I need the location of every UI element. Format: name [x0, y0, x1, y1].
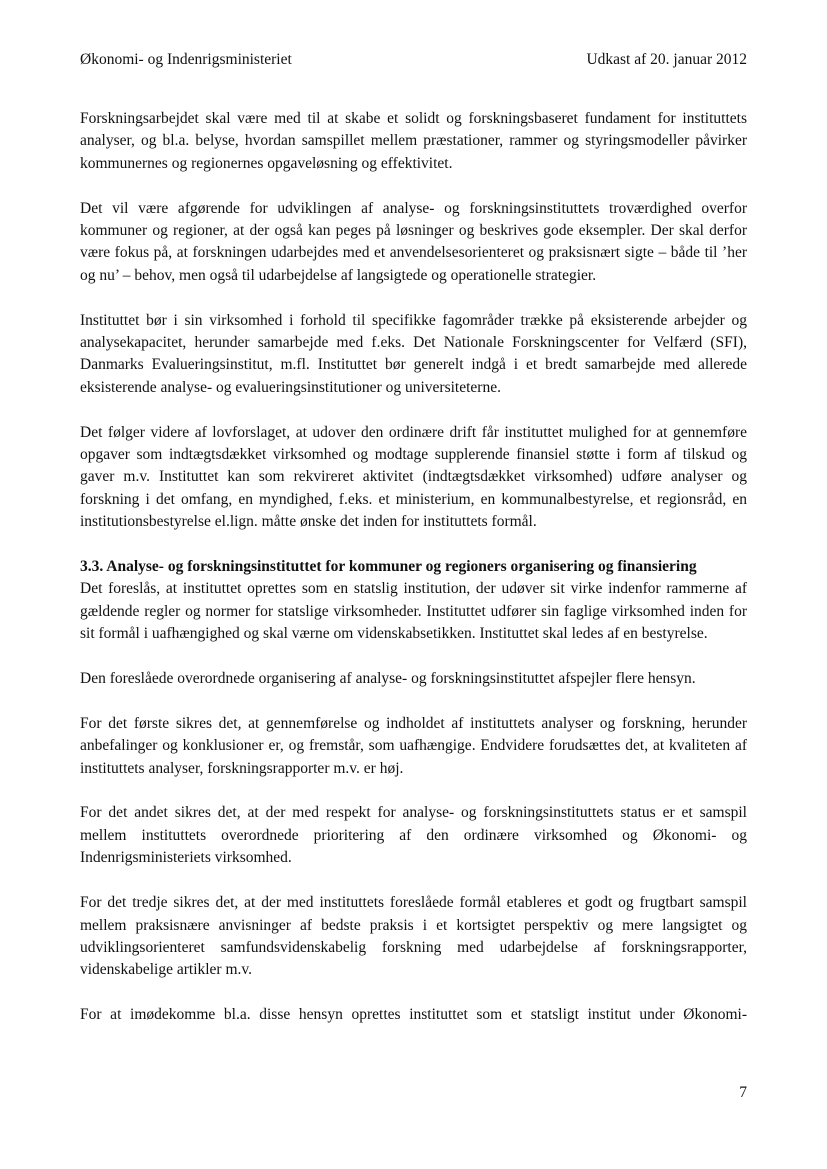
header-draft-date: Udkast af 20. januar 2012	[586, 51, 747, 68]
section-heading: 3.3. Analyse- og forskningsinstituttet for kommuner og regioners organisering og finansiering	[80, 558, 697, 576]
paragraph-state-institution: Det foreslås, at instituttet oprettes som en statslig institution, der udøver sit virke indenfor rammerne af gældende regler og normer for statslige virksomheder. Instituttet udfører sin faglige virksomhed inden for sit formål i uafhængighed og skal værne om videnskabsetikken. Instituttet skal ledes af en bestyrelse.	[80, 580, 747, 643]
paragraph-second-consideration: For det andet sikres det, at der med respekt for analyse- og forskningsinstituttets status er et samspil mellem instituttets overordnede prioritering af den ordinære virksomhed og Økonomi- og Indenrigsministeriets virksomhed.	[80, 804, 747, 867]
paragraph-funding: Det følger videre af lovforslaget, at udover den ordinære drift får instituttet mulighed for at gennemføre opgaver som indtægtsdækket virksomhed og modtage supplerende finansiel støtte i form af tilskud og gaver m.v. Instituttet kan som rekvireret aktivitet (indtægtsdækket virksomhed) udføre analyser og forskning i det omfang, en myndighed, f.eks. et ministerium, en kommunalbestyrelse, et regionsråd, en institutionsbestyrelse el.lign. måtte ønske det inden for instituttets formål.	[80, 423, 747, 531]
paragraph-cooperation: Instituttet bør i sin virksomhed i forhold til specifikke fagområder trække på eksisterende arbejder og analysekapacitet, herunder samarbejde med f.eks. Det Nationale Forskningscenter for Velfærd (SFI), Danmarks Evalueringsinstitut, m.fl. Instituttet bør generelt indgå i et bredt samarbejde med allerede eksisterende analyse- og evalueringsinstitutioner og universiteterne.	[80, 311, 747, 396]
page-number: 7	[739, 1084, 747, 1101]
header-ministry: Økonomi- og Indenrigsministeriet	[80, 51, 292, 68]
paragraph-continuation: For at imødekomme bl.a. disse hensyn oprettes instituttet som et statsligt institut under Økonomi-	[80, 1006, 747, 1024]
paragraph-credibility: Det vil være afgørende for udviklingen af analyse- og forskningsinstituttets troværdighed overfor kommuner og regioner, at der også kan peges på løsninger og beskrives gode eksempler. Der skal derfor være fokus på, at forskningen udarbejdes med et anvendelsesorienteret og praksisnært sigte – både til ’her og nu’ – behov, men også til udarbejdelse af langsigtede og operationelle strategier.	[80, 199, 747, 284]
paragraph-organisation: Den foreslåede overordnede organisering af analyse- og forskningsinstituttet afspejler flere hensyn.	[80, 670, 696, 688]
page-header	[80, 49, 747, 71]
paragraph-third-consideration: For det tredje sikres det, at der med instituttets foreslåede formål etableres et godt og frugtbart samspil mellem praksisnære anvisninger af bedste praksis i et kortsigtet perspektiv og mere langsigtet og udviklingsorienteret samfundsvidenskabelig forskning med udarbejdelse af forskningsrapporter, videnskabelige artikler m.v.	[80, 894, 747, 979]
paragraph-research-foundation: Forskningsarbejdet skal være med til at skabe et solidt og forskningsbaseret fundament for instituttets analyser, og bl.a. belyse, hvordan samspillet mellem præstationer, rammer og styringsmodeller påvirker kommunernes og regionernes opgaveløsning og effektivitet.	[80, 110, 747, 172]
document-body	[80, 108, 747, 1049]
paragraph-first-consideration: For det første sikres det, at gennemførelse og indholdet af instituttets analyser og forskning, herunder anbefalinger og konklusioner er, og fremstår, som uafhængige. Endvidere forudsættes det, at kvaliteten af instituttets analyser, forskningsrapporter m.v. er høj.	[80, 714, 747, 777]
